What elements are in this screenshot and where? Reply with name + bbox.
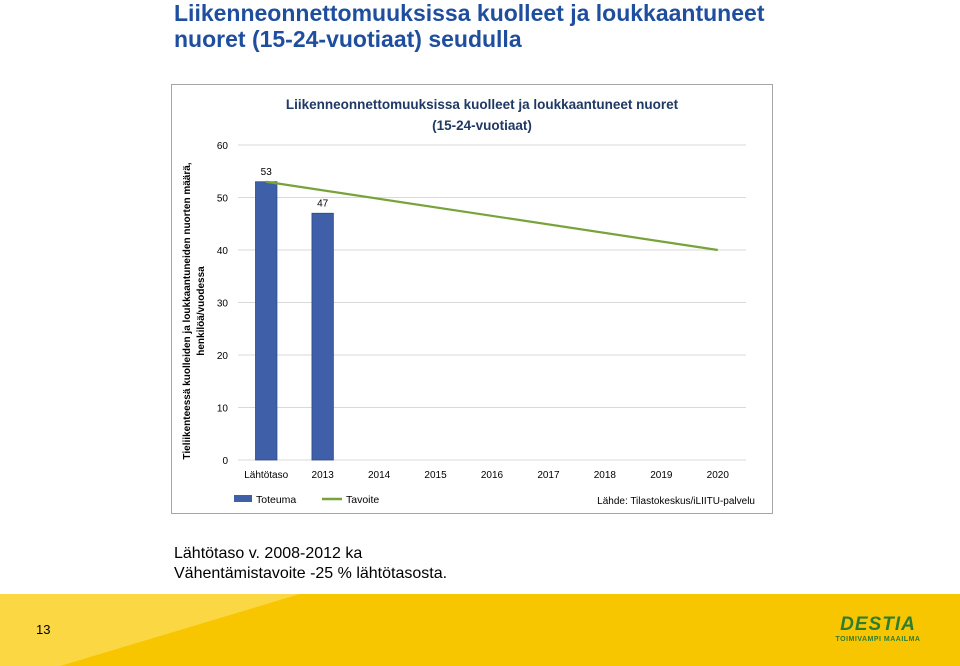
x-axis-ticks (244, 470, 729, 481)
y-tick-label: 40 (216, 246, 228, 257)
line-tavoite (266, 182, 718, 250)
caption (174, 544, 447, 584)
y-tick-label: 10 (216, 403, 228, 415)
y-tick-label: 30 (216, 298, 228, 310)
y-tick-label: 60 (216, 141, 228, 152)
data-label: 53 (260, 166, 272, 178)
source-note: Lähde: Tilastokeskus/iLIITU-palvelu (597, 496, 755, 507)
chart-svg (172, 85, 772, 513)
chart-frame (171, 84, 773, 514)
x-tick-label: 2016 (480, 470, 504, 481)
y-tick-label: 20 (216, 351, 228, 362)
x-tick-label: 2017 (537, 470, 560, 481)
x-tick-label: 2014 (367, 470, 391, 481)
caption-line-2: Vähentämistavoite -25 % lähtötasosta. (174, 565, 448, 582)
logo-wordmark: DESTIA (840, 614, 916, 635)
y-tick-label: 50 (216, 193, 228, 205)
bar-toteuma (255, 182, 276, 460)
x-tick-label: 2020 (706, 470, 729, 481)
page-number: 13 (36, 622, 51, 637)
chart-title-line-1: Liikenneonnettomuuksissa kuolleet ja loukkaantuneet nuoret (285, 97, 679, 112)
slide-title-line-2: nuoret (15-24-vuotiaat) seudulla (174, 26, 522, 52)
caption-line-1: Lähtötaso v. 2008-2012 ka (174, 545, 363, 562)
footer-band (0, 594, 960, 666)
bars-toteuma (255, 182, 333, 460)
legend-swatch-toteuma (234, 495, 252, 502)
bar-toteuma (312, 213, 333, 460)
x-tick-label: Lähtötaso (244, 470, 289, 481)
destia-logo (826, 614, 930, 648)
x-tick-label: 2019 (650, 470, 673, 481)
y-axis-label-line-1: Tieliikenteessä kuolleiden ja loukkaantuneiden nuorten määrä, (182, 162, 193, 460)
slide-title (174, 0, 764, 52)
tavoite-line (266, 182, 718, 250)
x-tick-label: 2015 (424, 470, 447, 481)
y-axis-ticks (217, 141, 229, 467)
legend-label-tavoite: Tavoite (346, 494, 380, 506)
data-label: 47 (317, 198, 329, 210)
y-axis-label-line-2: henkilöä/vuodessa (196, 266, 207, 356)
slide-title-line-1: Liikenneonnettomuuksissa kuolleet ja loukkaantuneet (174, 0, 765, 26)
legend-label-toteuma: Toteuma (256, 494, 297, 506)
y-tick-label: 0 (222, 456, 228, 467)
x-tick-label: 2013 (311, 470, 334, 481)
legend (234, 494, 379, 506)
logo-tagline: TOIMIVAMPI MAAILMA (835, 636, 921, 643)
chart-title-line-2: (15-24-vuotiaat) (432, 118, 532, 133)
x-tick-label: 2018 (593, 470, 617, 481)
